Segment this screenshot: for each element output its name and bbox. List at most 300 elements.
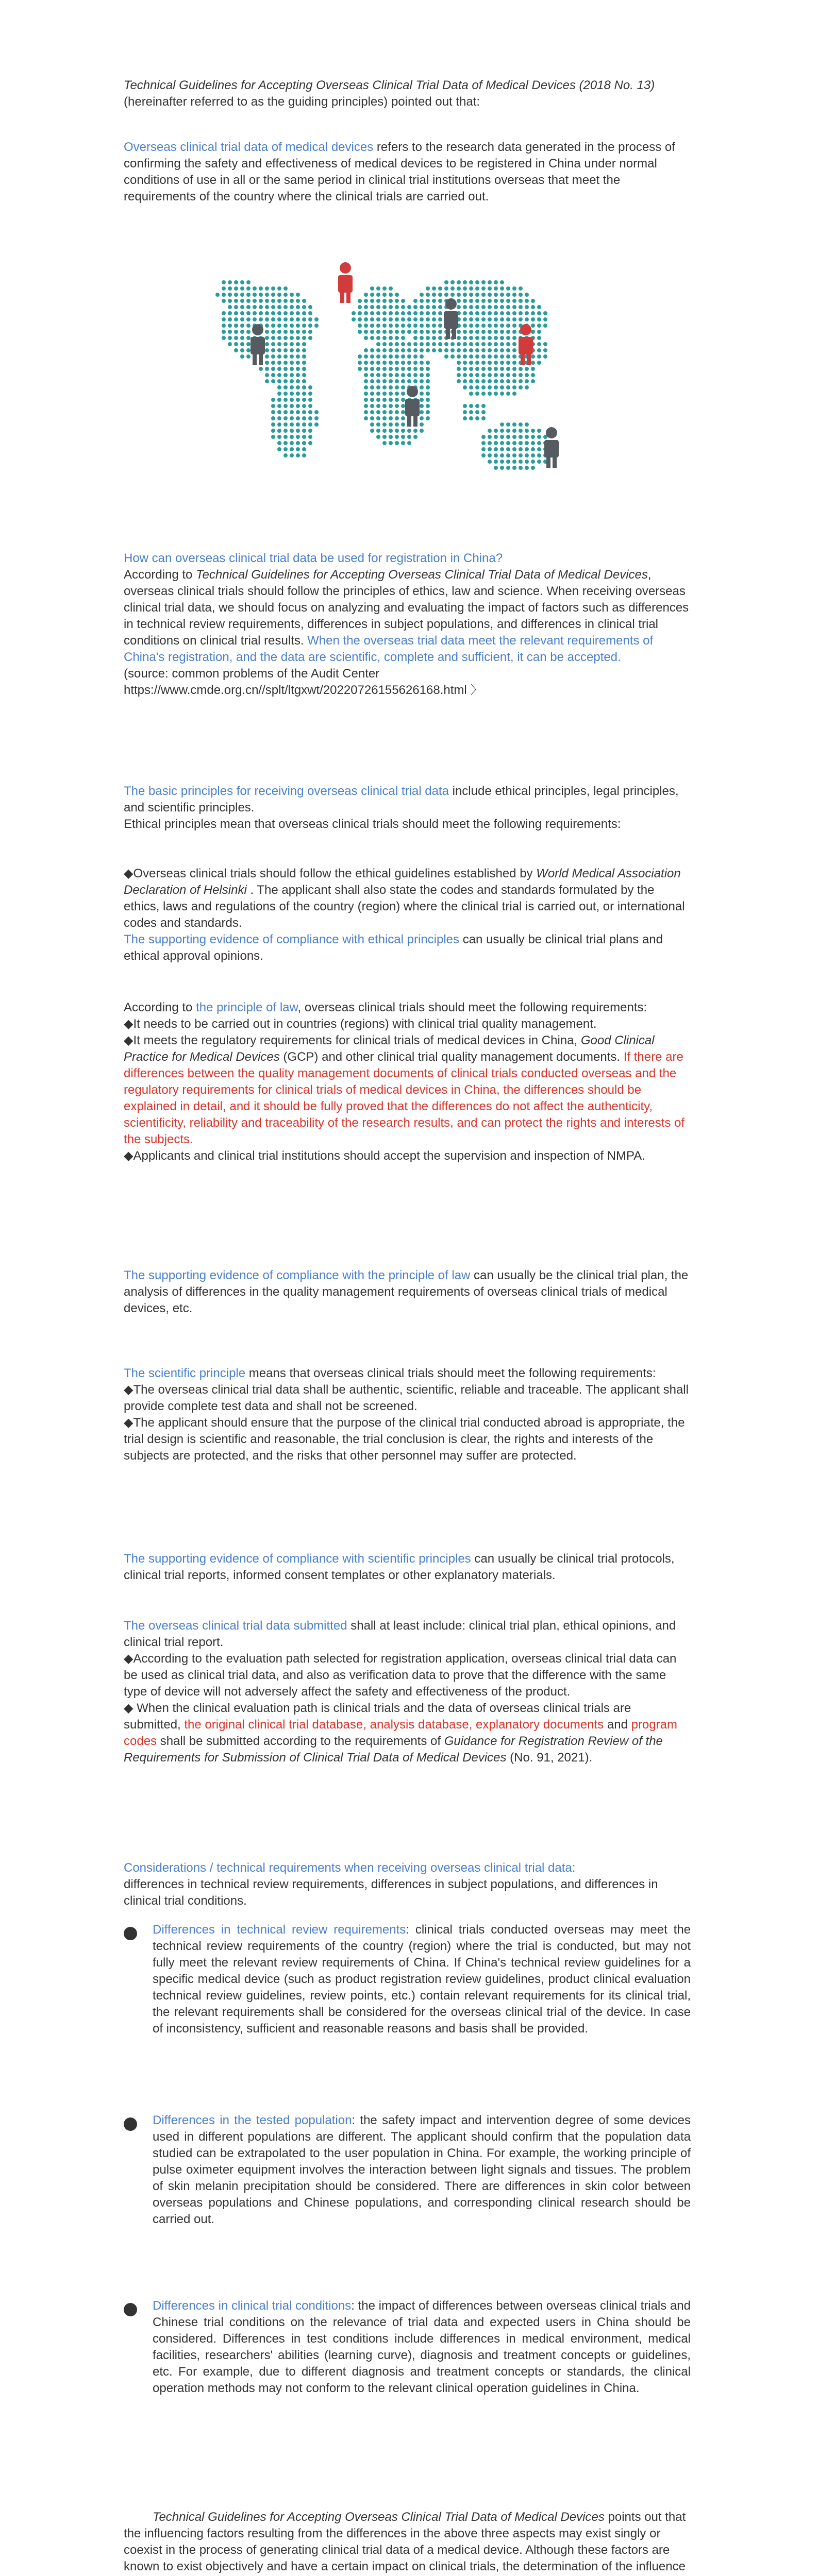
map-dot <box>531 373 535 377</box>
map-dot <box>308 311 312 315</box>
bullet-dot <box>124 2303 137 2316</box>
science-evidence: The supporting evidence of compliance with scientific principles can usually be clinical trial protocols, clinical trial reports, informed consent templates or other explanatory materials. <box>124 1552 675 1582</box>
considerations-title: Considerations / technical requirements when receiving overseas clinical trial data: <box>124 1861 576 1875</box>
map-dot <box>277 416 281 420</box>
map-dot <box>401 416 405 420</box>
map-dot <box>389 354 393 359</box>
map-dot <box>525 293 529 297</box>
map-dot <box>395 299 399 303</box>
map-dot <box>259 367 263 371</box>
map-dot <box>494 447 498 451</box>
map-dot <box>519 293 523 297</box>
map-dot <box>420 385 424 389</box>
map-dot <box>401 317 405 321</box>
map-dot <box>494 361 498 365</box>
map-dot <box>283 435 288 439</box>
map-dot <box>475 293 479 297</box>
map-dot <box>531 367 535 371</box>
map-dot <box>302 373 306 377</box>
map-dot <box>259 317 263 321</box>
map-dot <box>481 404 486 408</box>
map-dot <box>290 416 294 420</box>
map-dot <box>413 336 418 340</box>
map-dot <box>234 286 238 291</box>
map-dot <box>488 361 492 365</box>
map-dot <box>376 361 380 365</box>
map-dot <box>512 460 516 464</box>
influence-paragraph: Technical Guidelines for Accepting Overseas Clinical Trial Data of Medical Devices points out that the influencing factors resulting from the differences in the above three aspects may exist singly or coexist in the process of generating clinical trial data of a medical device. Although these factors are known to exist objectively and have a certain impact on clinical trials, the determination of the influence <box>124 2510 686 2573</box>
map-dot <box>401 311 405 315</box>
map-dot <box>382 429 387 433</box>
map-dot <box>382 385 387 389</box>
map-dot <box>420 429 424 433</box>
map-dot <box>531 441 535 445</box>
map-dot <box>481 441 486 445</box>
map-dot <box>481 453 486 457</box>
map-dot <box>296 293 300 297</box>
map-dot <box>512 299 516 303</box>
map-dot <box>537 447 541 451</box>
map-dot <box>246 348 251 352</box>
map-dot <box>234 330 238 334</box>
map-dot <box>488 330 492 334</box>
map-dot <box>413 379 418 383</box>
map-dot <box>376 410 380 414</box>
map-dot <box>506 348 510 352</box>
map-dot <box>234 280 238 284</box>
map-dot <box>500 429 504 433</box>
map-dot <box>302 385 306 389</box>
map-dot <box>475 286 479 291</box>
science-section: The scientific principle means that overseas clinical trials should meet the following requirements: ◆The overseas clinical trial data shall be authentic, scientific, reliable and traceable. The applicant shall provide complete test data and shall not be screened. ◆The applicant should ensure that the purpose of the clinical trial conducted abroad is appropriate, the trial design is scientific and reasonable, the trial conclusion is clear, the rights and interests of the subjects are protected, and the risks that other personnel may suffer are protected. <box>124 1366 689 1463</box>
map-dot <box>290 361 294 365</box>
map-dot <box>395 373 399 377</box>
map-dot <box>382 379 387 383</box>
bullet-dot <box>124 2117 137 2131</box>
map-dot <box>271 299 275 303</box>
ethical-intro: Ethical principles mean that overseas clinical trials should meet the following requirements: <box>124 817 621 831</box>
map-dot <box>457 342 461 346</box>
consideration-item: Differences in technical review requirements: clinical trials conducted overseas may meet the technical review requirements of the country (region) where the trial is conducted, but may not fully meet the relevant review requirements of China. If China's technical review guidelines for a specific medical device (such as product registration review guidelines, product clinical evaluation technical review guidelines, review points, etc.) contain relevant requirements for its clinical trial, the relevant requirements shall be considered for the overseas clinical trial of the device. In case of inconsistency, sufficient and reasonable reasons and basis shall be provided. <box>153 1923 691 2036</box>
map-dot <box>370 410 374 414</box>
map-dot <box>432 299 436 303</box>
map-dot <box>426 367 430 371</box>
map-dot <box>488 453 492 457</box>
map-dot <box>481 342 486 346</box>
map-dot <box>222 330 226 334</box>
map-dot <box>488 348 492 352</box>
map-dot <box>376 429 380 433</box>
map-dot <box>302 348 306 352</box>
law-section: According to the principle of law, overseas clinical trials should meet the following requirements: ◆It needs to be carried out in countries (regions) with clinical trial quality management. ◆It meets the regulatory requirements for clinical trials of medical devices in China, Good Clinical Practice for Medical Devices (GCP) and other clinical trial quality management documents. If there are differences between the quality management documents of clinical trials conducted overseas and the regulatory requirements for clinical trials of medical devices in China, the differences should be explained in detail, and it should be fully proved that the differences do not affect the authenticity, scientificity, reliability and traceability of the research results, and can protect the rights and interests of the subjects. ◆Applicants and clinical trial institutions should accept the supervision and inspection of NMPA. <box>124 1001 685 1163</box>
map-dot <box>488 305 492 309</box>
map-dot <box>463 324 467 328</box>
map-dot <box>352 311 356 315</box>
map-dot <box>240 330 244 334</box>
map-dot <box>401 385 405 389</box>
map-dot <box>265 317 269 321</box>
map-dot <box>407 354 411 359</box>
map-dot <box>283 422 288 427</box>
map-dot <box>314 416 319 420</box>
map-dot <box>296 311 300 315</box>
map-dot <box>290 336 294 340</box>
map-dot <box>475 410 479 414</box>
map-dot <box>296 299 300 303</box>
map-dot <box>314 317 319 321</box>
map-dot <box>481 348 486 352</box>
map-dot <box>271 373 275 377</box>
map-dot <box>277 379 281 383</box>
map-dot <box>296 416 300 420</box>
map-dot <box>395 410 399 414</box>
map-dot <box>488 299 492 303</box>
map-dot <box>376 293 380 297</box>
map-dot <box>290 311 294 315</box>
map-dot <box>370 385 374 389</box>
map-dot <box>382 317 387 321</box>
map-dot <box>525 435 529 439</box>
map-dot <box>277 435 281 439</box>
map-dot <box>432 336 436 340</box>
map-dot <box>481 330 486 334</box>
map-dot <box>271 429 275 433</box>
map-dot <box>506 342 510 346</box>
map-dot <box>463 410 467 414</box>
map-dot <box>494 311 498 315</box>
map-dot <box>463 299 467 303</box>
map-dot <box>488 342 492 346</box>
map-dot <box>413 348 418 352</box>
map-dot <box>382 348 387 352</box>
map-dot <box>512 453 516 457</box>
map-dot <box>426 305 430 309</box>
map-dot <box>283 324 288 328</box>
map-dot <box>519 379 523 383</box>
map-dot <box>265 324 269 328</box>
map-dot <box>494 392 498 396</box>
map-dot <box>222 280 226 284</box>
map-dot <box>228 311 232 315</box>
map-dot <box>290 379 294 383</box>
map-dot <box>420 293 424 297</box>
consideration-item: Differences in the tested population: the safety impact and intervention degree of some devices used in different populations are different. The applicant should confirm that the population data studied can be extrapolated to the user population in China. For example, the working principle of pulse oximeter equipment involves the interaction between light signals and tissues. The problem of skin melanin precipitation should be considered. There are differences in skin color between overseas populations and Chinese populations, and corresponding clinical research should be carried out. <box>153 2113 691 2226</box>
map-dot <box>277 361 281 365</box>
map-dot <box>376 317 380 321</box>
guideline-title: Technical Guidelines for Accepting Overseas Clinical Trial Data of Medical Devices (2018 No. 13) <box>124 78 655 92</box>
map-dot <box>494 280 498 284</box>
map-dot <box>302 410 306 414</box>
map-dot <box>420 373 424 377</box>
map-dot <box>401 348 405 352</box>
map-dot <box>469 342 473 346</box>
map-dot <box>463 367 467 371</box>
map-dot <box>525 447 529 451</box>
map-dot <box>271 354 275 359</box>
map-dot <box>420 354 424 359</box>
map-dot <box>457 293 461 297</box>
map-dot <box>283 342 288 346</box>
map-dot <box>420 361 424 365</box>
map-dot <box>500 441 504 445</box>
map-dot <box>488 293 492 297</box>
map-dot <box>413 361 418 365</box>
map-dot <box>364 293 368 297</box>
map-dot <box>494 342 498 346</box>
map-dot <box>463 416 467 420</box>
map-dot <box>290 385 294 389</box>
map-dot <box>481 367 486 371</box>
map-dot <box>401 398 405 402</box>
map-dot <box>500 280 504 284</box>
map-dot <box>222 299 226 303</box>
map-dot <box>512 293 516 297</box>
map-dot <box>283 398 288 402</box>
map-dot <box>413 354 418 359</box>
map-dot <box>253 286 257 291</box>
map-dot <box>401 367 405 371</box>
map-dot <box>469 416 473 420</box>
map-dot <box>506 311 510 315</box>
map-dot <box>426 330 430 334</box>
map-dot <box>296 367 300 371</box>
map-dot <box>389 311 393 315</box>
map-dot <box>389 385 393 389</box>
map-dot <box>469 317 473 321</box>
map-dot <box>494 460 498 464</box>
map-dot <box>259 305 263 309</box>
map-dot <box>265 348 269 352</box>
map-dot <box>296 317 300 321</box>
map-dot <box>308 317 312 321</box>
map-dot <box>296 373 300 377</box>
map-dot <box>283 429 288 433</box>
map-dot <box>290 410 294 414</box>
map-dot <box>277 348 281 352</box>
map-dot <box>444 348 448 352</box>
map-dot <box>283 416 288 420</box>
map-dot <box>389 305 393 309</box>
map-dot <box>290 398 294 402</box>
map-dot <box>500 379 504 383</box>
map-dot <box>296 348 300 352</box>
map-dot <box>395 317 399 321</box>
map-dot <box>370 404 374 408</box>
map-dot <box>296 404 300 408</box>
map-dot <box>296 354 300 359</box>
map-dot <box>537 311 541 315</box>
map-dot <box>246 280 251 284</box>
map-dot <box>420 367 424 371</box>
map-dot <box>413 299 418 303</box>
map-dot <box>432 293 436 297</box>
map-dot <box>271 410 275 414</box>
map-dot <box>382 286 387 291</box>
map-dot <box>519 435 523 439</box>
map-dot <box>525 441 529 445</box>
map-dot <box>370 367 374 371</box>
map-dot <box>283 348 288 352</box>
map-dot <box>302 441 306 445</box>
map-dot <box>500 299 504 303</box>
law-evidence: The supporting evidence of compliance with the principle of law can usually be the clinical trial plan, the analysis of differences in the quality management requirements of overseas clinical trials of medical devices, etc. <box>124 1268 689 1315</box>
map-dot <box>537 441 541 445</box>
map-dot <box>277 392 281 396</box>
map-dot <box>370 429 374 433</box>
map-dot <box>494 379 498 383</box>
map-dot <box>370 348 374 352</box>
map-dot <box>283 311 288 315</box>
map-dot <box>277 354 281 359</box>
map-dot <box>488 317 492 321</box>
map-dot <box>420 342 424 346</box>
map-dot <box>302 404 306 408</box>
map-dot <box>290 317 294 321</box>
map-dot <box>265 342 269 346</box>
map-dot <box>481 299 486 303</box>
map-dot <box>246 293 251 297</box>
map-dot <box>389 422 393 427</box>
map-dot <box>259 299 263 303</box>
map-dot <box>389 299 393 303</box>
map-dot <box>500 311 504 315</box>
map-dot <box>296 447 300 451</box>
map-dot <box>432 348 436 352</box>
map-dot <box>512 441 516 445</box>
map-dot <box>531 447 535 451</box>
map-dot <box>438 324 442 328</box>
map-dot <box>512 305 516 309</box>
map-dot <box>426 286 430 291</box>
map-dot <box>376 348 380 352</box>
map-dot <box>481 361 486 365</box>
map-dot <box>481 379 486 383</box>
map-dot <box>382 422 387 427</box>
map-dot <box>457 354 461 359</box>
map-dot <box>475 317 479 321</box>
map-dot <box>475 280 479 284</box>
map-dot <box>370 311 374 315</box>
map-dot <box>382 392 387 396</box>
definition-term: Overseas clinical trial data of medical devices <box>124 140 374 154</box>
map-dot <box>222 336 226 340</box>
map-dot <box>475 311 479 315</box>
map-dot <box>358 367 362 371</box>
map-dot <box>222 286 226 291</box>
map-dot <box>271 435 275 439</box>
map-dot <box>364 367 368 371</box>
map-dot <box>246 305 251 309</box>
map-dot <box>370 354 374 359</box>
map-dot <box>389 330 393 334</box>
map-dot <box>463 385 467 389</box>
map-dot <box>401 392 405 396</box>
map-dot <box>376 286 380 291</box>
map-dot <box>426 348 430 352</box>
map-dot <box>296 398 300 402</box>
map-dot <box>364 299 368 303</box>
map-dot <box>296 324 300 328</box>
map-dot <box>395 311 399 315</box>
map-dot <box>444 342 448 346</box>
map-dot <box>389 286 393 291</box>
map-dot <box>426 410 430 414</box>
map-dot <box>537 305 541 309</box>
map-dot <box>537 429 541 433</box>
map-dot <box>370 392 374 396</box>
map-dot <box>531 324 535 328</box>
map-dot <box>290 367 294 371</box>
map-dot <box>494 317 498 321</box>
map-dot <box>228 299 232 303</box>
map-dot <box>265 311 269 315</box>
map-dot <box>407 367 411 371</box>
map-dot <box>364 373 368 377</box>
map-dot <box>364 324 368 328</box>
map-dot <box>500 466 504 470</box>
map-dot <box>525 460 529 464</box>
map-dot <box>401 429 405 433</box>
map-dot <box>481 435 486 439</box>
map-dot <box>395 342 399 346</box>
map-dot <box>364 348 368 352</box>
map-dot <box>370 361 374 365</box>
map-dot <box>506 429 510 433</box>
map-dot <box>302 398 306 402</box>
map-dot <box>290 404 294 408</box>
map-dot <box>259 286 263 291</box>
map-dot <box>481 373 486 377</box>
map-dot <box>401 441 405 445</box>
map-dot <box>228 324 232 328</box>
map-dot <box>246 324 251 328</box>
map-dot <box>500 422 504 427</box>
map-dot <box>475 416 479 420</box>
map-dot <box>469 410 473 414</box>
map-dot <box>457 280 461 284</box>
map-dot <box>512 422 516 427</box>
map-dot <box>407 435 411 439</box>
map-dot <box>432 342 436 346</box>
map-dot <box>283 367 288 371</box>
world-map-dots <box>206 247 582 515</box>
map-dot <box>463 336 467 340</box>
map-dot <box>481 293 486 297</box>
map-dot <box>525 299 529 303</box>
map-dot <box>277 373 281 377</box>
map-dot <box>401 422 405 427</box>
person-icon <box>519 324 533 365</box>
map-dot <box>253 317 257 321</box>
map-dot <box>382 324 387 328</box>
map-dot <box>376 392 380 396</box>
map-dot <box>407 379 411 383</box>
map-dot <box>296 435 300 439</box>
map-dot <box>500 354 504 359</box>
map-dot <box>370 373 374 377</box>
map-dot <box>494 367 498 371</box>
map-dot <box>531 361 535 365</box>
map-dot <box>426 392 430 396</box>
map-dot <box>395 354 399 359</box>
map-dot <box>413 317 418 321</box>
map-dot <box>407 330 411 334</box>
map-dot <box>432 305 436 309</box>
map-dot <box>253 293 257 297</box>
source-link[interactable]: https://www.cmde.org.cn//splt/ltgxwt/20220726155626168.html 〉 <box>124 683 483 697</box>
map-dot <box>432 330 436 334</box>
map-dot <box>512 373 516 377</box>
